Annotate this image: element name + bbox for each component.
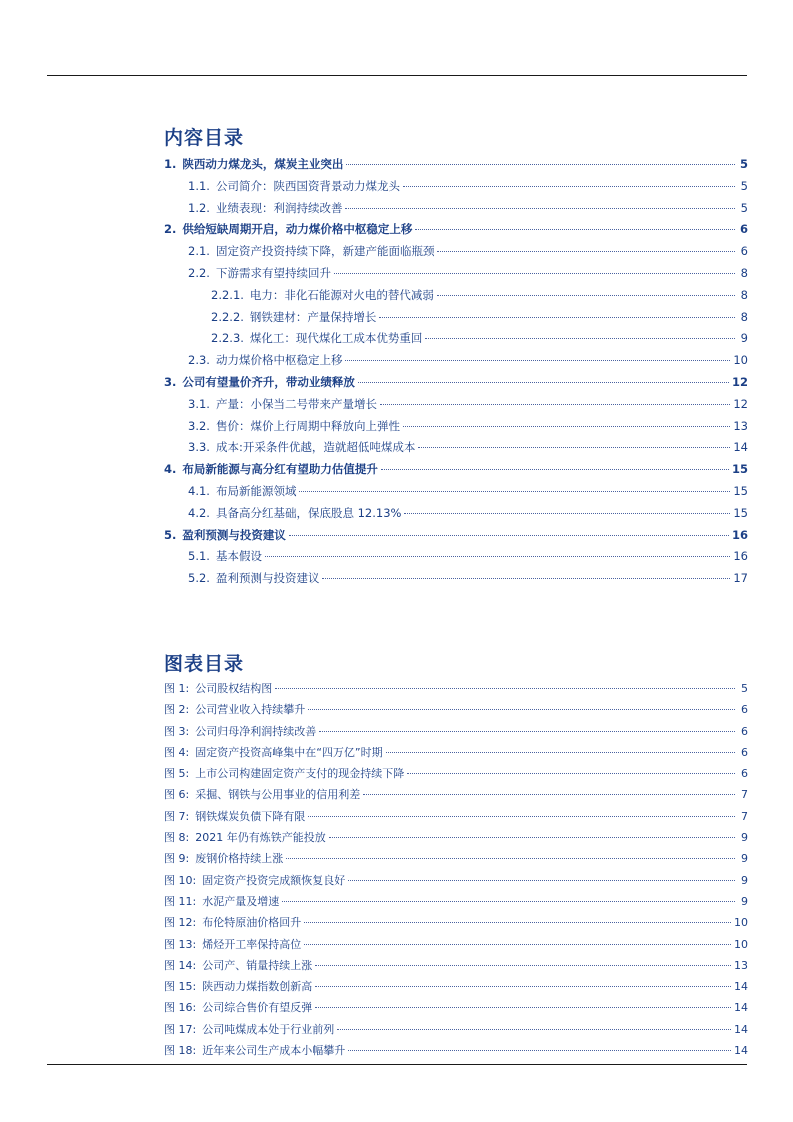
entry-number: 2.2.2. xyxy=(211,309,244,324)
toc-entry[interactable] xyxy=(164,241,748,263)
dot-leader xyxy=(348,1050,731,1051)
entry-title: 水泥产量及增速 xyxy=(202,894,280,908)
entry-number: 图 2: xyxy=(164,703,190,717)
page-number: 8 xyxy=(740,265,748,280)
dot-leader xyxy=(403,426,730,427)
entry-title: 近年来公司生产成本小幅攀升 xyxy=(202,1044,346,1058)
entry-title: 公司吨煤成本处于行业前列 xyxy=(202,1022,335,1036)
page-number: 9 xyxy=(741,894,748,908)
figure-entry[interactable] xyxy=(164,1019,748,1040)
entry-number: 图 15: xyxy=(164,980,197,994)
page-number: 16 xyxy=(731,527,748,542)
entry-title: 盈利预测与投资建议 xyxy=(182,527,286,542)
page-number: 5 xyxy=(741,682,748,695)
dot-leader xyxy=(425,338,735,339)
dot-leader xyxy=(308,709,735,710)
page-number: 10 xyxy=(733,353,748,368)
entry-number: 图 18: xyxy=(164,1044,197,1058)
page-number: 6 xyxy=(741,703,748,717)
entry-number: 2.1. xyxy=(188,244,210,259)
toc-entry[interactable] xyxy=(164,263,748,285)
page-number: 16 xyxy=(733,549,748,564)
dot-leader xyxy=(289,535,729,536)
page-number: 10 xyxy=(734,916,748,930)
toc-entry[interactable] xyxy=(164,350,748,372)
figure-entry[interactable] xyxy=(164,997,748,1018)
page-number: 12 xyxy=(731,374,748,389)
entry-number: 3. xyxy=(164,374,177,389)
entry-number: 1. xyxy=(164,157,177,171)
dot-leader xyxy=(403,186,735,187)
entry-title: 煤化工：现代煤化工成本优势重回 xyxy=(249,331,423,346)
dot-leader xyxy=(404,513,730,514)
entry-number: 图 14: xyxy=(164,958,197,972)
page-number: 14 xyxy=(733,440,748,455)
entry-number: 图 9: xyxy=(164,852,190,866)
entry-title: 基本假设 xyxy=(215,549,262,564)
page-number: 5 xyxy=(739,157,748,171)
entry-title: 下游需求有望持续回升 xyxy=(215,265,331,280)
dot-leader xyxy=(265,556,730,557)
page-number: 13 xyxy=(734,958,748,972)
toc-list xyxy=(164,154,748,590)
entry-number: 图 8: xyxy=(164,831,190,845)
dot-leader xyxy=(299,491,730,492)
entry-number: 5. xyxy=(164,527,177,542)
figure-entry[interactable] xyxy=(164,699,748,720)
page-number: 9 xyxy=(741,831,748,845)
entry-number: 图 7: xyxy=(164,809,190,823)
dot-leader xyxy=(345,360,730,361)
figure-entry[interactable] xyxy=(164,870,748,891)
dot-leader xyxy=(304,944,731,945)
page-number: 5 xyxy=(740,178,748,193)
entry-title: 公司归母净利润持续改善 xyxy=(195,724,317,738)
entry-number: 2.2.3. xyxy=(211,331,244,346)
entry-title: 供给短缺周期开启，动力煤价格中枢稳定上移 xyxy=(182,222,413,237)
page-number: 9 xyxy=(740,331,748,346)
page-number: 7 xyxy=(741,788,748,802)
dot-leader xyxy=(348,880,735,881)
entry-number: 3.1. xyxy=(188,396,210,411)
entry-number: 3.2. xyxy=(188,418,210,433)
entry-number: 4.1. xyxy=(188,483,210,498)
entry-number: 2.2. xyxy=(188,265,210,280)
page-number: 10 xyxy=(734,937,748,951)
entry-number: 2.2.1. xyxy=(211,287,244,302)
dot-leader xyxy=(379,317,735,318)
toc-entry[interactable] xyxy=(164,328,748,350)
figure-entry[interactable] xyxy=(164,784,748,805)
page-number: 8 xyxy=(740,309,748,324)
dot-leader xyxy=(380,404,730,405)
page-number: 9 xyxy=(741,873,748,887)
page-number: 8 xyxy=(740,287,748,302)
dot-leader xyxy=(282,901,735,902)
page-number: 6 xyxy=(739,222,748,237)
figure-entry[interactable] xyxy=(164,678,748,699)
entry-number: 1.1. xyxy=(188,178,210,193)
entry-number: 图 10: xyxy=(164,873,197,887)
page-number: 15 xyxy=(733,505,748,520)
entry-number: 图 6: xyxy=(164,788,190,802)
entry-title: 陕西动力煤龙头，煤炭主业突出 xyxy=(182,157,344,171)
entry-number: 图 11: xyxy=(164,894,197,908)
figure-entry[interactable] xyxy=(164,827,748,848)
entry-number: 图 3: xyxy=(164,724,190,738)
entry-number: 图 12: xyxy=(164,916,197,930)
figure-entry[interactable] xyxy=(164,976,748,997)
dot-leader xyxy=(418,447,730,448)
dot-leader xyxy=(275,688,735,689)
dot-leader xyxy=(363,794,735,795)
toc-entry[interactable] xyxy=(164,219,748,241)
entry-title: 公司营业收入持续攀升 xyxy=(195,703,306,717)
entry-number: 图 16: xyxy=(164,1001,197,1015)
toc-entry[interactable] xyxy=(164,546,748,568)
figure-list xyxy=(164,678,748,1061)
entry-title: 公司产、销量持续上涨 xyxy=(202,958,313,972)
entry-title: 陕西动力煤指数创新高 xyxy=(202,980,313,994)
figure-entry[interactable] xyxy=(164,912,748,933)
entry-title: 布局新能源与高分红有望助力估值提升 xyxy=(182,462,378,477)
page-number: 9 xyxy=(741,852,748,866)
entry-title: 公司综合售价有望反弹 xyxy=(202,1001,313,1015)
toc-entry[interactable] xyxy=(164,481,748,503)
page-number: 15 xyxy=(733,483,748,498)
page-number: 13 xyxy=(733,418,748,433)
figure-entry[interactable] xyxy=(164,721,748,742)
dot-leader xyxy=(315,986,731,987)
figure-list-title: 图表目录 xyxy=(164,653,245,675)
dot-leader xyxy=(407,773,735,774)
entry-title: 固定资产投资高峰集中在“四万亿”时期 xyxy=(195,745,383,759)
entry-number: 4.2. xyxy=(188,505,210,520)
figure-entry[interactable] xyxy=(164,806,748,827)
dot-leader xyxy=(381,469,729,470)
page-number: 6 xyxy=(741,745,748,759)
entry-number: 图 17: xyxy=(164,1022,197,1036)
toc-entry[interactable] xyxy=(164,568,748,590)
dot-leader xyxy=(308,816,735,817)
page-number: 6 xyxy=(741,724,748,738)
entry-title: 钢铁建材：产量保持增长 xyxy=(249,309,377,324)
entry-title: 盈利预测与投资建议 xyxy=(215,571,320,586)
entry-title: 电力：非化石能源对火电的替代减弱 xyxy=(249,287,434,302)
dot-leader xyxy=(337,1029,731,1030)
toc-entry[interactable] xyxy=(164,154,748,176)
entry-title: 售价：煤价上行周期中释放向上弹性 xyxy=(215,418,400,433)
entry-title: 废钢价格持续上涨 xyxy=(195,852,284,866)
entry-number: 2. xyxy=(164,222,177,237)
page-number: 14 xyxy=(734,1001,748,1015)
entry-title: 布伦特原油价格回升 xyxy=(202,916,302,930)
dot-leader xyxy=(437,251,735,252)
entry-number: 5.1. xyxy=(188,549,210,564)
page-number: 14 xyxy=(734,980,748,994)
entry-number: 图 1: xyxy=(164,682,190,695)
entry-title: 动力煤价格中枢稳定上移 xyxy=(215,353,343,368)
entry-number: 5.2. xyxy=(188,571,210,586)
entry-title: 公司股权结构图 xyxy=(195,682,273,695)
entry-title: 采掘、钢铁与公用事业的信用利差 xyxy=(195,788,361,802)
figure-entry[interactable] xyxy=(164,763,748,784)
toc-entry[interactable] xyxy=(164,198,748,220)
entry-title: 2021 年仍有炼铁产能投放 xyxy=(195,831,326,845)
dot-leader xyxy=(319,731,735,732)
entry-title: 业绩表现：利润持续改善 xyxy=(215,200,343,215)
entry-number: 1.2. xyxy=(188,200,210,215)
toc-entry[interactable] xyxy=(164,285,748,307)
dot-leader xyxy=(322,578,730,579)
entry-title: 钢铁煤炭负债下降有限 xyxy=(195,809,306,823)
toc-entry[interactable] xyxy=(164,459,748,481)
entry-title: 布局新能源领域 xyxy=(215,483,297,498)
dot-leader xyxy=(315,1007,731,1008)
page-number: 12 xyxy=(733,396,748,411)
dot-leader xyxy=(415,229,735,230)
footer-rule xyxy=(47,1064,747,1065)
page-number: 6 xyxy=(741,767,748,781)
entry-number: 3.3. xyxy=(188,440,210,455)
dot-leader xyxy=(437,295,735,296)
entry-title: 固定资产投资完成额恢复良好 xyxy=(202,873,346,887)
dot-leader xyxy=(358,382,729,383)
dot-leader xyxy=(345,208,735,209)
toc-entry[interactable] xyxy=(164,372,748,394)
page-number: 6 xyxy=(740,244,748,259)
page-number: 7 xyxy=(741,809,748,823)
page-number: 14 xyxy=(734,1044,748,1058)
figure-entry[interactable] xyxy=(164,742,748,763)
entry-number: 图 5: xyxy=(164,767,190,781)
entry-title: 成本:开采条件优越，造就超低吨煤成本 xyxy=(215,440,416,455)
entry-number: 图 4: xyxy=(164,745,190,759)
entry-title: 公司有望量价齐升，带动业绩释放 xyxy=(182,374,355,389)
entry-number: 2.3. xyxy=(188,353,210,368)
toc-entry[interactable] xyxy=(164,437,748,459)
entry-title: 公司简介：陕西国资背景动力煤龙头 xyxy=(215,178,400,193)
page-number: 15 xyxy=(731,462,748,477)
toc-entry[interactable] xyxy=(164,176,748,198)
entry-title: 固定资产投资持续下降，新建产能面临瓶颈 xyxy=(215,244,435,259)
figure-entry[interactable] xyxy=(164,891,748,912)
entry-title: 产量：小保当二号带来产量增长 xyxy=(215,396,377,411)
toc-entry[interactable] xyxy=(164,394,748,416)
toc-title: 内容目录 xyxy=(164,127,245,149)
figure-entry[interactable] xyxy=(164,955,748,976)
entry-number: 4. xyxy=(164,462,177,477)
toc-entry[interactable] xyxy=(164,307,748,329)
toc-entry[interactable] xyxy=(164,503,748,525)
figure-entry[interactable] xyxy=(164,934,748,955)
entry-number: 图 13: xyxy=(164,937,197,951)
page-number: 17 xyxy=(733,571,748,586)
toc-entry[interactable] xyxy=(164,416,748,438)
dot-leader xyxy=(315,965,731,966)
page-number: 5 xyxy=(740,200,748,215)
dot-leader xyxy=(346,164,735,165)
dot-leader xyxy=(304,922,731,923)
header-rule xyxy=(47,75,747,76)
dot-leader xyxy=(334,273,735,274)
dot-leader xyxy=(329,837,735,838)
entry-title: 烯烃开工率保持高位 xyxy=(202,937,302,951)
dot-leader xyxy=(386,752,735,753)
toc-entry[interactable] xyxy=(164,525,748,547)
dot-leader xyxy=(286,858,735,859)
page-number: 14 xyxy=(734,1022,748,1036)
entry-title: 上市公司构建固定资产支付的现金持续下降 xyxy=(195,767,405,781)
figure-entry[interactable] xyxy=(164,1040,748,1061)
entry-title: 具备高分红基础，保底股息 12.13% xyxy=(215,505,402,520)
figure-entry[interactable] xyxy=(164,848,748,869)
